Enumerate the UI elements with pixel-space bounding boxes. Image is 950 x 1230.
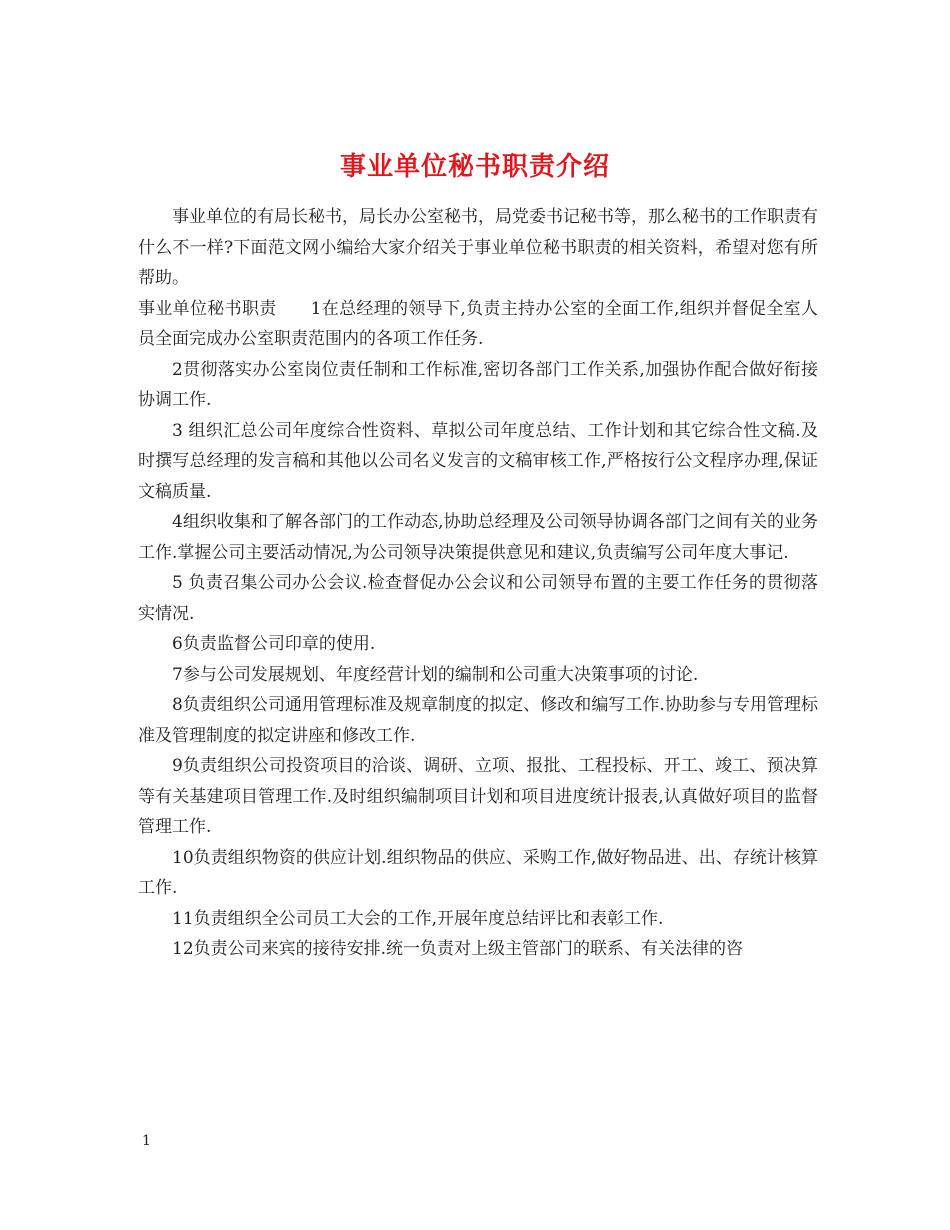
duty-item-1: 1在总经理的领导下,负责主持办公室的全面工作,组织并督促全室人员全面完成办公室职责范围内的各项工作任务. [138,298,819,349]
duty-item-2: 2贯彻落实办公室岗位责任制和工作标准,密切各部门工作关系,加强协作配合做好衔接协调工作. [138,359,818,410]
duty-item-9: 9负责组织公司投资项目的洽谈、调研、立项、报批、工程投标、开工、竣工、预决算等有关基建项目管理工作.及时组织编制项目计划和项目进度统计报表,认真做好项目的监督管理工作. [138,756,818,837]
duty-item-10: 10负责组织物资的供应计划.组织物品的供应、采购工作,做好物品进、出、存统计核算工作. [138,847,818,898]
document-body [138,202,818,965]
intro-paragraph: 事业单位的有局长秘书，局长办公室秘书，局党委书记秘书等，那么秘书的工作职责有什么不一样?下面范文网小编给大家介绍关于事业单位秘书职责的相关资料，希望对您有所帮助。 [138,207,818,288]
duty-paragraph-1 [138,294,818,355]
duty-item-3: 3 组织汇总公司年度综合性资料、草拟公司年度总结、工作计划和其它综合性文稿.及时撰写总经理的发言稿和其他以公司名义发言的文稿审核工作,严格按行公文程序办理,保证文稿质量. [138,420,818,502]
section-heading: 事业单位秘书职责 [138,298,277,319]
duty-item-4: 4组织收集和了解各部门的工作动态,协助总经理及公司领导协调各部门之间有关的业务工作.掌握公司主要活动情况,为公司领导决策提供意见和建议,负责编写公司年度大事记. [138,512,818,563]
duty-item-7: 7参与公司发展规划、年度经营计划的编制和公司重大决策事项的讨论. [172,664,699,685]
duty-item-8: 8负责组织公司通用管理标准及规章制度的拟定、修改和编写工作.协助参与专用管理标准及管理制度的拟定讲座和修改工作. [138,695,818,746]
duty-item-11: 11负责组织全公司员工大会的工作,开展年度总结评比和表彰工作. [172,908,664,929]
duty-item-5: 5 负责召集公司办公会议.检查督促办公会议和公司领导布置的主要工作任务的贯彻落实情况. [138,573,818,624]
page-number: 1 [142,1133,151,1149]
document-title: 事业单位秘书职责介绍 [339,152,610,183]
duty-item-6: 6负责监督公司印章的使用. [172,634,376,654]
duty-item-12: 12负责公司来宾的接待安排.统一负责对上级主管部门的联系、有关法律的咨 [172,939,744,959]
